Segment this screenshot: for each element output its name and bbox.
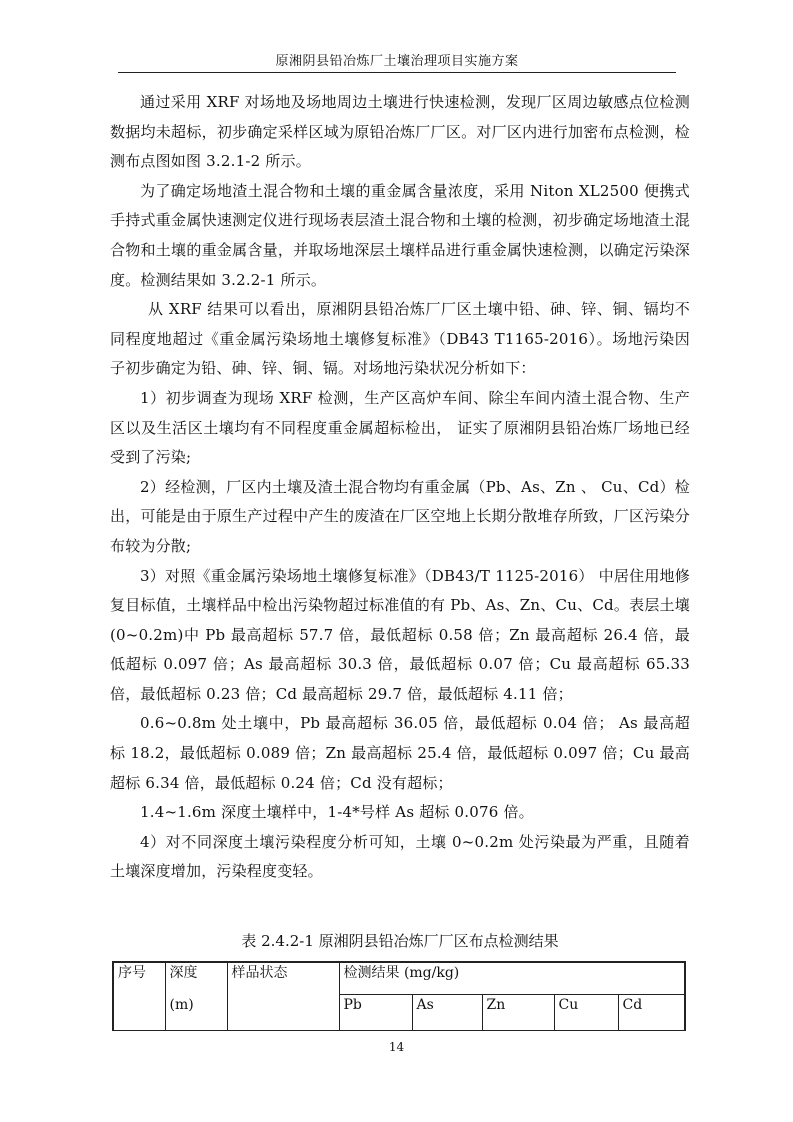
- header-cell-results: 检测结果 (mg/kg): [339, 962, 685, 994]
- running-header: 原湘阴县铅冶炼厂土壤治理项目实施方案: [275, 54, 519, 69]
- header-cell-no: 序号: [113, 962, 165, 1030]
- paragraph: 1）初步调查为现场 XRF 检测，生产区高炉车间、除尘车间内渣土混合物、生产区以及生活区土壤均有不同程度重金属超标检出， 证实了原湘阴县铅冶炼厂场地已经受到了污染;: [110, 388, 690, 467]
- paragraph: 从 XRF 结果可以看出，原湘阴县铅冶炼厂厂区土壤中铅、砷、锌、铜、镉均不同程度地超过《重金属污染场地土壤修复标准》（DB43 T1165-2016）。场地污染因子初步确定为铅、砷、锌、铜、镉。对场地污染状况分析如下：: [110, 300, 690, 378]
- results-table: [112, 961, 686, 1031]
- header-cell-cd: Cd: [618, 994, 685, 1030]
- paragraph: 0.6~0.8m 处土壤中，Pb 最高超标 36.05 倍，最低超标 0.04 倍； As 最高超标 18.2，最低超标 0.089 倍；Zn 最高超标 25.4 倍，最低超标 0.097 倍；Cu 最高超标 6.34 倍，最低超标 0.24 倍；Cd 没有超标；: [110, 714, 690, 792]
- paragraph: 3）对照《重金属污染场地土壤修复标准》（DB43/T 1125-2016） 中居住用地修复目标值，土壤样品中检出污染物超过标准值的有 Pb、As、Zn、Cu、Cd。表层土壤(0~0.2m)中 Pb 最高超标 57.7 倍，最低超标 0.58 倍；Zn 最高超标 26.4 倍，最低超标 0.097 倍；As 最高超标 30.3 倍，最低超标 0.07 倍；Cu 最高超标 65.33 倍，最低超标 0.23 倍；Cd 最高超标 29.7 倍，最低超标 4.11 倍；: [110, 566, 690, 703]
- body-text: [110, 88, 690, 887]
- paragraph: 1.4~1.6m 深度土壤样中，1-4*号样 As 超标 0.076 倍。: [140, 803, 534, 822]
- table-caption: 表 2.4.2-1 原湘阴县铅冶炼厂厂区布点检测结果: [241, 932, 559, 950]
- header-cell-zn: Zn: [482, 994, 554, 1030]
- paragraph: 4）对不同深度土壤污染程度分析可知，土壤 0~0.2m 处污染最为严重，且随着土壤深度增加，污染程度变轻。: [110, 832, 690, 881]
- header-cell-depth: [165, 962, 227, 1030]
- header-cell-pb: Pb: [339, 994, 412, 1030]
- header-cell-as: As: [412, 994, 482, 1030]
- paragraph: 通过采用 XRF 对场地及场地周边土壤进行快速检测，发现厂区周边敏感点位检测数据均未超标，初步确定采样区域为原铅冶炼厂厂区。对厂区内进行加密布点检测，检测布点图如图 3.2.1-2 所示。: [110, 93, 690, 171]
- paragraph: 为了确定场地渣土混合物和土壤的重金属含量浓度，采用 Niton XL2500 便携式手持式重金属快速测定仪进行现场表层渣土混合物和土壤的检测，初步确定场地渣土混合物和土壤的重金属含量，并取场地深层土壤样品进行重金属快速检测，以确定污染深度。检测结果如 3.2.2-1 所示。: [110, 181, 690, 289]
- depth-unit: (m): [169, 997, 194, 1013]
- page-number: 14: [388, 1040, 405, 1054]
- paragraph: 2）经检测，厂区内土壤及渣土混合物均有重金属（Pb、As、Zn 、 Cu、Cd）检出，可能是由于原生产过程中产生的废渣在厂区空地上长期分散堆存所致，厂区污染分布较为分散;: [110, 477, 690, 555]
- depth-label: 深度: [169, 965, 198, 981]
- header-rule: [118, 72, 676, 73]
- header-cell-state: 样品状态: [227, 962, 339, 1030]
- header-cell-cu: Cu: [554, 994, 618, 1030]
